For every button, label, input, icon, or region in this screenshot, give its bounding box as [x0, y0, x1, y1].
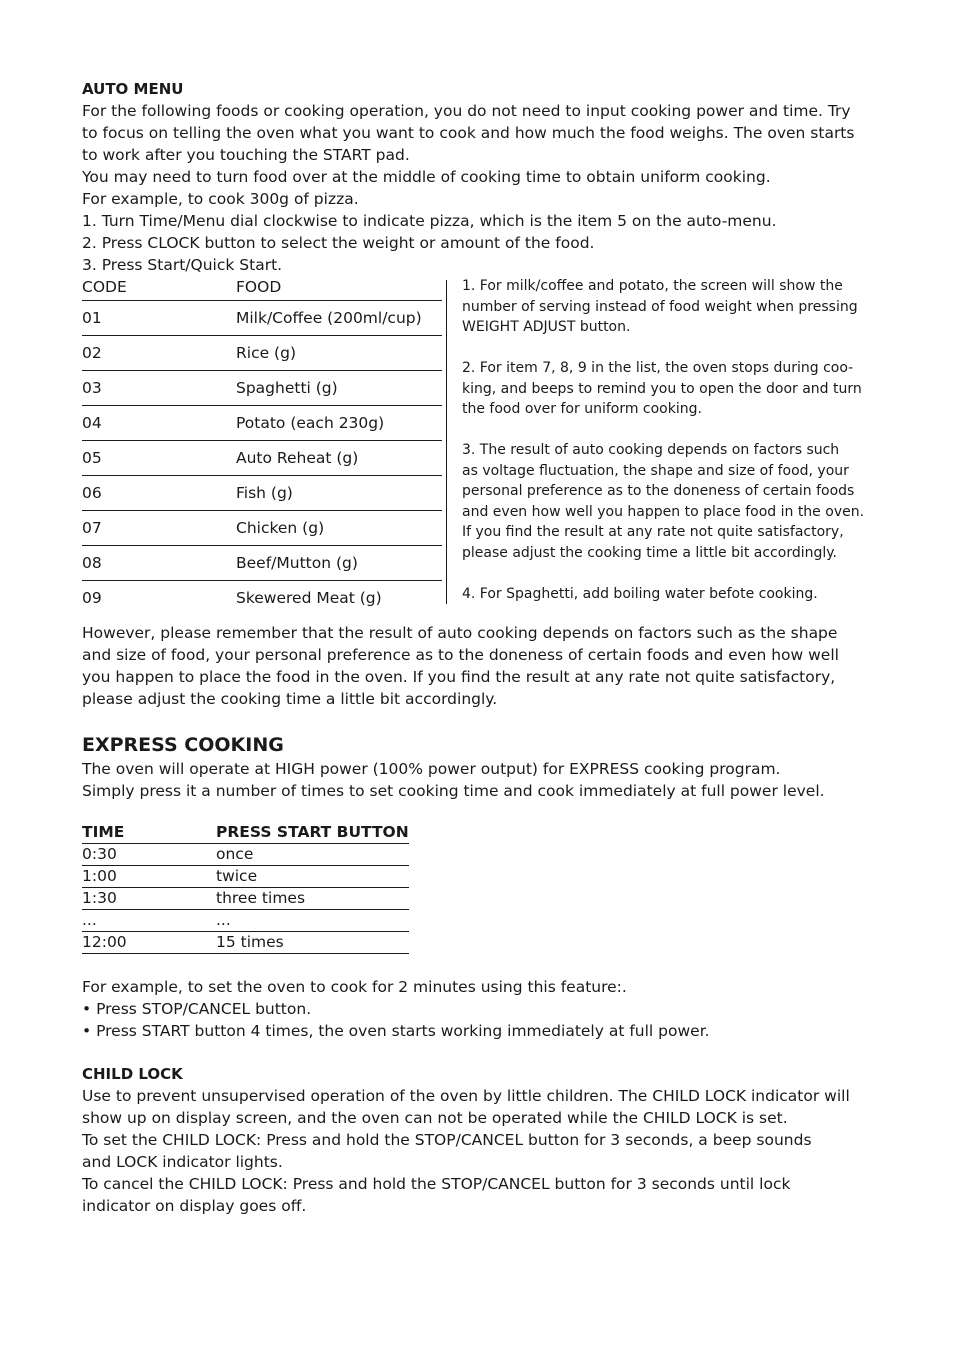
table-row [82, 476, 442, 511]
code-column-header: CODE [82, 278, 127, 296]
note-2 [462, 358, 892, 420]
table-row [82, 932, 409, 954]
table-row [82, 406, 442, 441]
auto-menu-table [82, 276, 442, 615]
text-line: Use to prevent unsupervised operation of the oven by little children. The CHILD LOCK indicator will [82, 1087, 850, 1105]
note-line: king, and beeps to remind you to open the door and turn [462, 380, 862, 397]
code-cell: 05 [82, 449, 102, 467]
note-line: 4. For Spaghetti, add boiling water befote cooking. [462, 585, 818, 602]
note-3 [462, 440, 892, 563]
text-line: 1. Turn Time/Menu dial clockwise to indicate pizza, which is the item 5 on the auto-menu. [82, 212, 777, 230]
text-line: • Press STOP/CANCEL button. [82, 1000, 312, 1018]
table-row [82, 301, 442, 336]
food-cell: Fish (g) [236, 484, 293, 502]
note-line: 2. For item 7, 8, 9 in the list, the oven stops during coo- [462, 360, 854, 376]
text-line: you happen to place the food in the oven. If you find the result at any rate not quite satisfactory, [82, 668, 836, 686]
time-cell: 0:30 [82, 845, 117, 863]
auto-menu-section [82, 276, 887, 616]
note-line: 3. The result of auto cooking depends on factors such [462, 442, 840, 458]
code-cell: 08 [82, 554, 102, 572]
text-line: Simply press it a number of times to set cooking time and cook immediately at full power level. [82, 782, 825, 800]
child-lock-text [82, 1085, 887, 1217]
code-cell: 01 [82, 309, 102, 327]
code-cell: 02 [82, 344, 102, 362]
food-cell: Potato (each 230g) [236, 414, 385, 432]
table-row [82, 888, 409, 910]
auto-menu-table-header [82, 276, 442, 301]
table-row [82, 844, 409, 866]
text-line: For example, to set the oven to cook for 2 minutes using this feature:. [82, 978, 627, 996]
text-line: For example, to cook 300g of pizza. [82, 190, 359, 208]
auto-menu-notes [462, 276, 892, 625]
note-line: personal preference as to the doneness of certain foods [462, 483, 855, 499]
press-cell: three times [216, 889, 306, 907]
code-cell: 03 [82, 379, 102, 397]
note-line: as voltage fluctuation, the shape and size of food, your [462, 462, 849, 479]
code-cell: 07 [82, 519, 102, 537]
text-line: For the following foods or cooking operation, you do not need to input cooking power and time. Try [82, 102, 851, 120]
food-cell: Rice (g) [236, 344, 296, 362]
time-cell: 1:30 [82, 889, 117, 907]
text-line: and LOCK indicator lights. [82, 1153, 283, 1171]
table-row [82, 336, 442, 371]
text-line: • Press START button 4 times, the oven starts working immediately at full power. [82, 1022, 710, 1040]
text-line: 2. Press CLOCK button to select the weight or amount of the food. [82, 234, 595, 252]
table-row [82, 866, 409, 888]
note-4 [462, 584, 892, 605]
express-cooking-table [82, 822, 409, 954]
text-line: to focus on telling the oven what you want to cook and how much the food weighs. The oven starts [82, 124, 855, 142]
food-cell: Spaghetti (g) [236, 379, 338, 397]
code-cell: 09 [82, 589, 102, 607]
press-cell: ... [216, 911, 231, 929]
child-lock-heading: CHILD LOCK [82, 1065, 183, 1083]
note-line: If you find the result at any rate not quite satisfactory, [462, 524, 844, 540]
text-line: 3. Press Start/Quick Start. [82, 256, 283, 274]
text-line: The oven will operate at HIGH power (100% power output) for EXPRESS cooking program. [82, 760, 781, 778]
table-row [82, 371, 442, 406]
note-line: and even how well you happen to place food in the oven. [462, 503, 865, 520]
text-line: please adjust the cooking time a little bit accordingly. [82, 690, 498, 708]
table-row [82, 581, 442, 615]
press-cell: 15 times [216, 933, 284, 951]
text-line: show up on display screen, and the oven can not be operated while the CHILD LOCK is set. [82, 1109, 788, 1127]
manual-page [82, 78, 887, 1217]
auto-menu-intro [82, 100, 887, 276]
table-row [82, 441, 442, 476]
code-cell: 04 [82, 414, 102, 432]
food-cell: Beef/Mutton (g) [236, 554, 358, 572]
code-cell: 06 [82, 484, 102, 502]
note-line: please adjust the cooking time a little bit accordingly. [462, 544, 837, 561]
food-column-header: FOOD [236, 278, 282, 296]
food-cell: Chicken (g) [236, 519, 325, 537]
note-line: number of serving instead of food weight when pressing [462, 298, 858, 315]
time-cell: ... [82, 911, 97, 929]
note-line: the food over for uniform cooking. [462, 401, 702, 417]
text-line: To cancel the CHILD LOCK: Press and hold the STOP/CANCEL button for 3 seconds until lock [82, 1175, 791, 1193]
text-line: and size of food, your personal preference as to the doneness of certain foods and even how well [82, 646, 839, 664]
time-cell: 12:00 [82, 933, 127, 951]
table-row [82, 546, 442, 581]
food-cell: Milk/Coffee (200ml/cup) [236, 309, 422, 327]
note-line: 1. For milk/coffee and potato, the screen will show the [462, 278, 843, 294]
auto-menu-heading: AUTO MENU [82, 80, 184, 98]
press-cell: twice [216, 867, 258, 885]
food-cell: Auto Reheat (g) [236, 449, 359, 467]
express-cooking-example [82, 976, 887, 1042]
food-cell: Skewered Meat (g) [236, 589, 382, 607]
express-cooking-heading: EXPRESS COOKING [82, 734, 284, 756]
express-table-header [82, 822, 409, 844]
column-divider [446, 280, 447, 604]
time-cell: 1:00 [82, 867, 117, 885]
table-row [82, 511, 442, 546]
auto-menu-closing [82, 622, 887, 710]
press-cell: once [216, 845, 254, 863]
text-line: indicator on display goes off. [82, 1197, 307, 1215]
table-row [82, 910, 409, 932]
text-line: However, please remember that the result of auto cooking depends on factors such as the shape [82, 624, 838, 642]
express-cooking-intro [82, 758, 887, 802]
note-line: WEIGHT ADJUST button. [462, 319, 631, 335]
text-line: to work after you touching the START pad. [82, 146, 410, 164]
note-1 [462, 276, 892, 338]
text-line: To set the CHILD LOCK: Press and hold the STOP/CANCEL button for 3 seconds, a beep sounds [82, 1131, 812, 1149]
time-column-header: TIME [82, 823, 125, 841]
press-column-header: PRESS START BUTTON [216, 823, 409, 841]
text-line: You may need to turn food over at the middle of cooking time to obtain uniform cooking. [82, 168, 771, 186]
